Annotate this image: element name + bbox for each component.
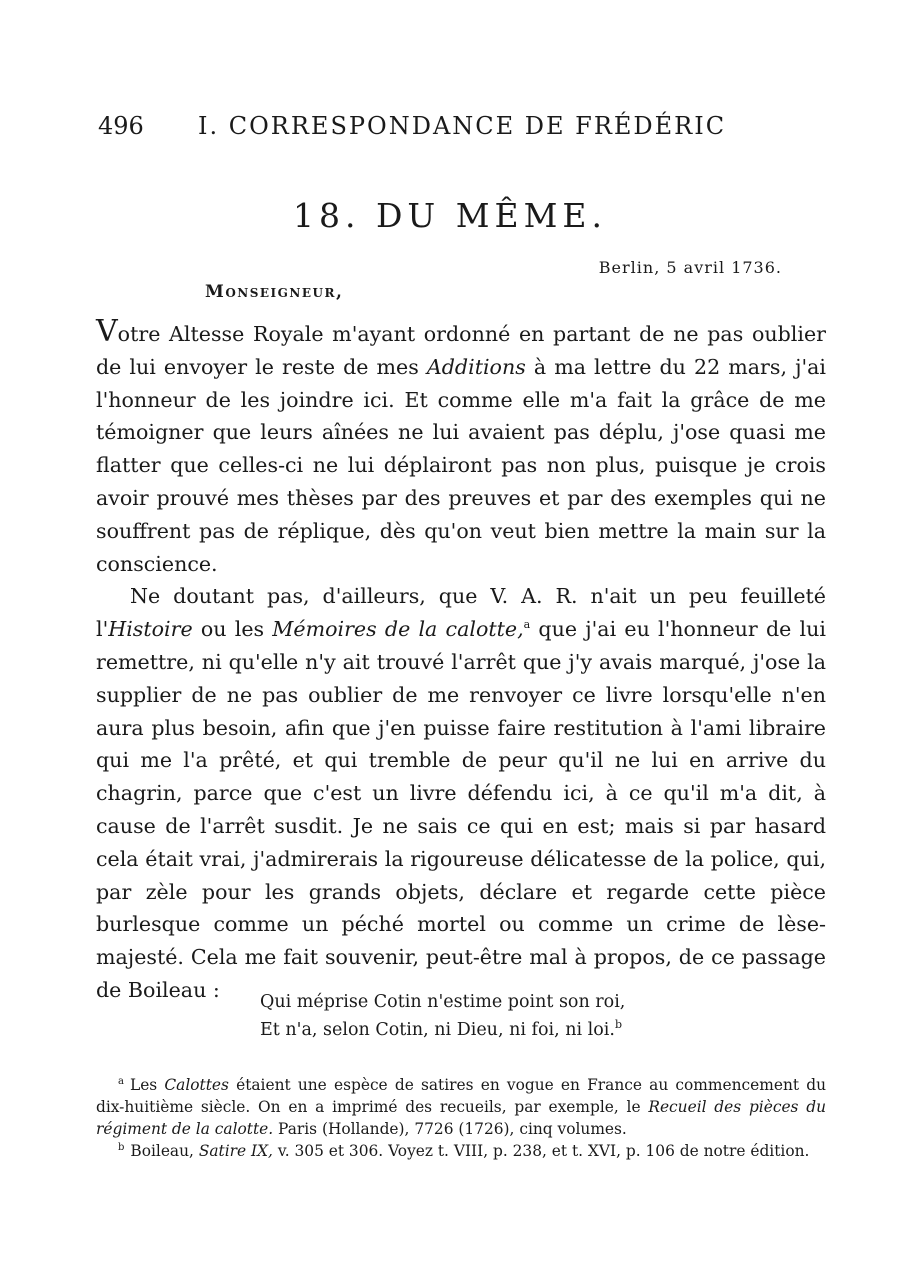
footnote-b <box>96 1140 826 1162</box>
footnote-a-italic-b: Recueil des pièces du régiment de la calotte. <box>96 1098 826 1138</box>
footnote-a-mark: a <box>118 1075 124 1087</box>
paragraph-2-text-c: que j'ai eu l'honneur de lui remettre, ni qu'elle n'y ait trouvé l'arrêt que j'y avais marqué, j'ose la supplier de ne pas oublier de me renvoyer ce livre lorsqu'elle n'en aura plus besoin, afin que j'en puisse faire restitution à l'ami libraire qui me l'a prêté, et qui tremble de peur qu'il ne lui en arrive du chagrin, parce que c'est un livre défendu ici, à ce qu'il m'a dit, à cause de l'arrêt susdit. Je ne sais ce qui en est; mais si par hasard cela était vrai, j'admirerais la rigoureuse délicatesse de la police, qui, par zèle pour les grands objets, déclare et regarde cette pièce burlesque comme un péché mortel ou comme un crime de lèse-majesté. Cela me fait souvenir, peut-être mal à propos, de ce passage de Boileau : <box>96 617 826 1002</box>
letter-dateline: Berlin, 5 avril 1736. <box>598 258 782 277</box>
memoires-title: Mémoires de la calotte, <box>272 617 524 642</box>
paragraph-2-text-b: ou les <box>192 617 273 642</box>
running-header <box>98 112 798 140</box>
paragraph-1-text-a: otre Altesse Royale m'ayant ordonné en partant de ne pas oublier de lui envoyer le reste de mes <box>96 322 826 379</box>
footnote-a-text-pre: Les <box>129 1076 165 1094</box>
histoire-title: Histoire <box>108 617 193 642</box>
letter-salutation: Monseigneur, <box>205 282 344 302</box>
letter-body <box>96 314 826 1007</box>
verse-line-1: Qui méprise Cotin n'estime point son roi, <box>260 992 626 1012</box>
drop-cap: V <box>96 314 118 349</box>
paragraph-1 <box>96 314 826 580</box>
footnote-b-text-b: v. 305 et 306. Voyez t. VIII, p. 238, et t. XVI, p. 106 de notre édition. <box>272 1142 810 1160</box>
letter-title: 18. DU MÊME. <box>293 196 607 235</box>
footnote-b-text-a: Boileau, <box>130 1142 199 1160</box>
footnotes <box>96 1074 826 1162</box>
footnote-ref-a[interactable]: a <box>523 618 531 632</box>
verse-line-2-text: Et n'a, selon Cotin, ni Dieu, ni foi, ni loi. <box>260 1020 615 1040</box>
footnote-a <box>96 1074 826 1140</box>
additions-title: Additions <box>426 354 526 379</box>
footnote-a-italic-a: Calottes <box>164 1076 229 1094</box>
footnote-b-italic-a: Satire IX, <box>198 1142 273 1160</box>
paragraph-1-text-b: à ma lettre du 22 mars, j'ai l'honneur de les joindre ici. Et comme elle m'a fait la grâce de me témoigner que leurs aînées ne lui avaient pas déplu, j'ose quasi me flatter que celles-ci ne lui déplairont pas non plus, puisque je crois avoir prouvé mes thèses par des preuves et par des exemples qui ne souffrent pas de réplique, dès qu'on veut bien mettre la main sur la conscience. <box>96 354 826 576</box>
verse-line-2 <box>260 1016 625 1044</box>
footnote-a-text-b: Paris (Hollande), 7726 (1726), cinq volumes. <box>273 1120 627 1138</box>
footnote-ref-b[interactable]: b <box>614 1018 623 1032</box>
footnote-a-text-a: étaient une espèce de satires en vogue en France au commencement du dix-huitième siècle. On en a imprimé des recueils, par exemple, le <box>96 1076 826 1116</box>
verse-quote <box>260 988 625 1044</box>
footnote-b-mark: b <box>118 1141 125 1153</box>
paragraph-2-text-a: Ne doutant pas, d'ailleurs, que V. A. R. n'ait un peu feuilleté l' <box>96 584 826 642</box>
page-number: 496 <box>98 112 144 140</box>
paragraph-2 <box>96 580 826 1006</box>
running-title: I. CORRESPONDANCE DE FRÉDÉRIC <box>198 112 727 140</box>
